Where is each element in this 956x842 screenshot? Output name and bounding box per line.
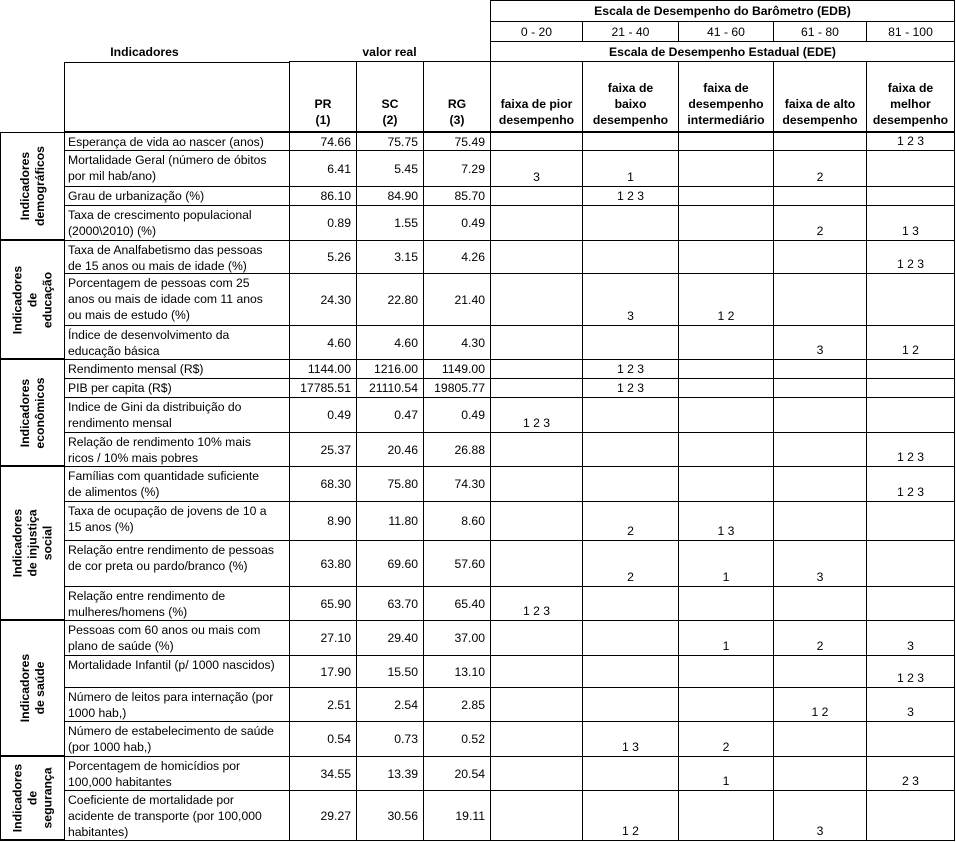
- faixa-cell: [582, 240, 678, 273]
- state-col-header: SC (2): [356, 62, 423, 132]
- edb-range-cell: 0 - 20: [490, 22, 582, 42]
- value-cell-pr: 0.49: [289, 397, 356, 432]
- faixa-header: faixa de alto desempenho: [773, 62, 866, 132]
- value-cell-rg: 19805.77: [423, 378, 490, 397]
- faixa-cell: [490, 501, 582, 540]
- faixa-cell: [773, 655, 866, 687]
- faixa-cell: 1 3: [582, 721, 678, 756]
- indicator-cell: Pessoas com 60 anos ou mais com plano de saúde (%): [64, 620, 289, 655]
- faixa-cell: [490, 378, 582, 397]
- faixa-cell: [773, 721, 866, 756]
- faixa-cell: 1 2: [582, 790, 678, 840]
- value-cell-pr: 1144.00: [289, 359, 356, 378]
- faixa-cell: [678, 325, 773, 359]
- faixa-cell: [773, 397, 866, 432]
- value-cell-sc: 4.60: [356, 325, 423, 359]
- faixa-cell: [678, 790, 773, 840]
- faixa-cell: [490, 205, 582, 240]
- value-cell-rg: 8.60: [423, 501, 490, 540]
- group-label-text: Indicadores de saúde: [17, 653, 47, 723]
- faixa-cell: 1: [678, 620, 773, 655]
- faixa-cell: [773, 273, 866, 325]
- indicator-cell: Indice de Gini da distribuição do rendimento mensal: [64, 397, 289, 432]
- faixa-cell: [582, 325, 678, 359]
- faixa-cell: [866, 501, 955, 540]
- value-cell-sc: 1.55: [356, 205, 423, 240]
- value-cell-pr: 0.89: [289, 205, 356, 240]
- value-cell-rg: 37.00: [423, 620, 490, 655]
- group-label: [0, 240, 64, 359]
- value-cell-rg: 75.49: [423, 132, 490, 150]
- faixa-cell: 3: [773, 325, 866, 359]
- faixa-cell: 1: [582, 150, 678, 186]
- faixa-cell: [678, 466, 773, 501]
- faixa-cell: 2: [773, 620, 866, 655]
- value-cell-sc: 29.40: [356, 620, 423, 655]
- faixa-cell: 3: [773, 540, 866, 586]
- faixa-cell: 1 2: [678, 273, 773, 325]
- value-cell-rg: 7.29: [423, 150, 490, 186]
- value-cell-pr: 65.90: [289, 586, 356, 620]
- faixa-cell: 1 2 3: [582, 378, 678, 397]
- value-cell-pr: 24.30: [289, 273, 356, 325]
- group-label-text: Indicadores demográficos: [17, 146, 47, 226]
- faixa-cell: [582, 586, 678, 620]
- faixa-cell: [866, 540, 955, 586]
- indicator-cell: Relação de rendimento 10% mais ricos / 10% mais pobres: [64, 432, 289, 466]
- edb-title: Escala de Desempenho do Barômetro (EDB): [490, 0, 955, 22]
- value-cell-rg: 85.70: [423, 186, 490, 205]
- faixa-cell: [866, 150, 955, 186]
- faixa-cell: [582, 432, 678, 466]
- group-label-text: Indicadores de segurança: [10, 763, 54, 833]
- value-cell-sc: 0.73: [356, 721, 423, 756]
- faixa-cell: 1 2: [866, 325, 955, 359]
- faixa-cell: 3: [866, 620, 955, 655]
- faixa-cell: [490, 186, 582, 205]
- faixa-cell: 1 3: [866, 205, 955, 240]
- faixa-cell: 2: [582, 540, 678, 586]
- value-cell-pr: 17.90: [289, 655, 356, 687]
- group-label: [0, 359, 64, 466]
- value-cell-pr: 8.90: [289, 501, 356, 540]
- value-cell-rg: 2.85: [423, 687, 490, 721]
- faixa-cell: [866, 378, 955, 397]
- faixa-cell: [490, 655, 582, 687]
- indicator-cell: Taxa de crescimento populacional (2000\2010) (%): [64, 205, 289, 240]
- faixa-cell: 1 2: [773, 687, 866, 721]
- faixa-cell: [490, 466, 582, 501]
- faixa-cell: [773, 756, 866, 790]
- faixa-cell: 3: [866, 687, 955, 721]
- faixa-cell: [773, 501, 866, 540]
- value-cell-pr: 25.37: [289, 432, 356, 466]
- group-label-text: Indicadores de injustiça social: [10, 508, 54, 578]
- value-cell-pr: 34.55: [289, 756, 356, 790]
- faixa-cell: 2: [678, 721, 773, 756]
- value-cell-rg: 0.49: [423, 205, 490, 240]
- faixa-cell: [490, 687, 582, 721]
- faixa-cell: 3: [773, 790, 866, 840]
- indicator-cell: Taxa de ocupação de jovens de 10 a 15 anos (%): [64, 501, 289, 540]
- value-cell-rg: 26.88: [423, 432, 490, 466]
- faixa-cell: 2: [773, 205, 866, 240]
- faixa-cell: 1 2 3: [866, 655, 955, 687]
- faixa-cell: [490, 432, 582, 466]
- value-cell-pr: 27.10: [289, 620, 356, 655]
- faixa-cell: 1 2 3: [866, 132, 955, 150]
- faixa-cell: 1 2 3: [490, 397, 582, 432]
- group-label: [0, 756, 64, 840]
- faixa-cell: 2: [773, 150, 866, 186]
- faixa-cell: [866, 721, 955, 756]
- faixa-cell: [582, 397, 678, 432]
- value-cell-rg: 0.49: [423, 397, 490, 432]
- value-cell-sc: 13.39: [356, 756, 423, 790]
- indicator-cell: Porcentagem de homicídios por 100,000 habitantes: [64, 756, 289, 790]
- indicator-header-blank: [64, 62, 289, 132]
- valor-real-header: valor real: [289, 42, 490, 62]
- value-cell-rg: 74.30: [423, 466, 490, 501]
- faixa-cell: [582, 687, 678, 721]
- indicator-cell: Índice de desenvolvimento da educação básica: [64, 325, 289, 359]
- indicator-cell: Número de estabelecimento de saúde (por 1000 hab,): [64, 721, 289, 756]
- indicator-cell: Coeficiente de mortalidade por acidente de transporte (por 100,000 habitantes): [64, 790, 289, 840]
- indicator-cell: Taxa de Analfabetismo das pessoas de 15 anos ou mais de idade (%): [64, 240, 289, 273]
- faixa-cell: [678, 655, 773, 687]
- group-label-text: Indicadores de educação: [10, 265, 54, 334]
- value-cell-rg: 57.60: [423, 540, 490, 586]
- faixa-cell: [866, 790, 955, 840]
- faixa-cell: 1: [678, 540, 773, 586]
- indicator-cell: Mortalidade Geral (número de óbitos por mil hab/ano): [64, 150, 289, 186]
- value-cell-sc: 30.56: [356, 790, 423, 840]
- value-cell-rg: 1149.00: [423, 359, 490, 378]
- edb-range-cell: 21 - 40: [582, 22, 678, 42]
- faixa-cell: [866, 273, 955, 325]
- value-cell-pr: 2.51: [289, 687, 356, 721]
- value-cell-rg: 13.10: [423, 655, 490, 687]
- indicator-cell: Relação entre rendimento de pessoas de cor preta ou pardo/branco (%): [64, 540, 289, 586]
- faixa-cell: [678, 378, 773, 397]
- faixa-cell: [678, 687, 773, 721]
- faixa-cell: 3: [490, 150, 582, 186]
- value-cell-sc: 0.47: [356, 397, 423, 432]
- value-cell-sc: 75.75: [356, 132, 423, 150]
- faixa-cell: [582, 205, 678, 240]
- group-label: [0, 466, 64, 620]
- value-cell-sc: 63.70: [356, 586, 423, 620]
- faixa-cell: 2: [582, 501, 678, 540]
- faixa-cell: [678, 359, 773, 378]
- faixa-cell: [582, 756, 678, 790]
- faixa-cell: [490, 325, 582, 359]
- indicator-cell: Porcentagem de pessoas com 25 anos ou mais de idade com 11 anos ou mais de estudo (%): [64, 273, 289, 325]
- faixa-cell: [490, 132, 582, 150]
- faixa-cell: [678, 205, 773, 240]
- faixa-cell: 1 2 3: [866, 240, 955, 273]
- value-cell-sc: 11.80: [356, 501, 423, 540]
- faixa-cell: 1: [678, 756, 773, 790]
- ede-title: Escala de Desempenho Estadual (EDE): [490, 42, 955, 62]
- faixa-cell: [582, 466, 678, 501]
- faixa-cell: [773, 132, 866, 150]
- value-cell-pr: 74.66: [289, 132, 356, 150]
- faixa-cell: [866, 359, 955, 378]
- faixa-cell: [490, 620, 582, 655]
- faixa-cell: [678, 186, 773, 205]
- indicator-cell: Esperança de vida ao nascer (anos): [64, 132, 289, 150]
- value-cell-sc: 20.46: [356, 432, 423, 466]
- faixa-cell: [773, 378, 866, 397]
- indicator-cell: Grau de urbanização (%): [64, 186, 289, 205]
- faixa-header: faixa de baixo desempenho: [582, 62, 678, 132]
- faixa-cell: [866, 186, 955, 205]
- value-cell-sc: 5.45: [356, 150, 423, 186]
- value-cell-sc: 2.54: [356, 687, 423, 721]
- faixa-cell: [773, 359, 866, 378]
- faixa-cell: 1 2 3: [582, 359, 678, 378]
- indicator-cell: Relação entre rendimento de mulheres/homens (%): [64, 586, 289, 620]
- value-cell-sc: 3.15: [356, 240, 423, 273]
- group-label-text: Indicadores econômicos: [17, 376, 47, 449]
- faixa-header: faixa de melhor desempenho: [866, 62, 955, 132]
- faixa-cell: [678, 240, 773, 273]
- value-cell-sc: 75.80: [356, 466, 423, 501]
- value-cell-pr: 17785.51: [289, 378, 356, 397]
- value-cell-pr: 63.80: [289, 540, 356, 586]
- faixa-cell: [582, 655, 678, 687]
- indicator-cell: Mortalidade Infantil (p/ 1000 nascidos): [64, 655, 289, 687]
- value-cell-sc: 15.50: [356, 655, 423, 687]
- faixa-cell: [582, 620, 678, 655]
- value-cell-rg: 4.26: [423, 240, 490, 273]
- indicadores-header: Indicadores: [110, 45, 179, 59]
- edb-range-cell: 41 - 60: [678, 22, 773, 42]
- value-cell-pr: 4.60: [289, 325, 356, 359]
- faixa-cell: [773, 186, 866, 205]
- faixa-cell: [678, 432, 773, 466]
- faixa-cell: [678, 397, 773, 432]
- value-cell-sc: 1216.00: [356, 359, 423, 378]
- faixa-cell: 2 3: [866, 756, 955, 790]
- faixa-cell: 1 2 3: [582, 186, 678, 205]
- faixa-cell: [678, 586, 773, 620]
- value-cell-pr: 68.30: [289, 466, 356, 501]
- faixa-cell: [490, 273, 582, 325]
- faixa-cell: 1 2 3: [866, 466, 955, 501]
- state-col-header: RG (3): [423, 62, 490, 132]
- value-cell-sc: 22.80: [356, 273, 423, 325]
- value-cell-pr: 86.10: [289, 186, 356, 205]
- indicator-cell: Número de leitos para internação (por 1000 hab,): [64, 687, 289, 721]
- indicator-cell: PIB per capita (R$): [64, 378, 289, 397]
- value-cell-rg: 19.11: [423, 790, 490, 840]
- faixa-cell: [773, 240, 866, 273]
- faixa-cell: [490, 359, 582, 378]
- faixa-cell: [866, 586, 955, 620]
- faixa-cell: 1 2 3: [866, 432, 955, 466]
- faixa-cell: [678, 132, 773, 150]
- value-cell-rg: 4.30: [423, 325, 490, 359]
- value-cell-rg: 65.40: [423, 586, 490, 620]
- value-cell-pr: 29.27: [289, 790, 356, 840]
- edb-range-cell: 81 - 100: [866, 22, 955, 42]
- table-bottom-border: [0, 840, 955, 841]
- faixa-cell: [490, 790, 582, 840]
- faixa-cell: [773, 466, 866, 501]
- value-cell-pr: 0.54: [289, 721, 356, 756]
- faixa-cell: [490, 540, 582, 586]
- value-cell-rg: 0.52: [423, 721, 490, 756]
- faixa-cell: [490, 721, 582, 756]
- value-cell-pr: 6.41: [289, 150, 356, 186]
- faixa-cell: 1 2 3: [490, 586, 582, 620]
- value-cell-rg: 20.54: [423, 756, 490, 790]
- value-cell-sc: 69.60: [356, 540, 423, 586]
- edb-range-cell: 61 - 80: [773, 22, 866, 42]
- value-cell-sc: 21110.54: [356, 378, 423, 397]
- indicator-cell: Famílias com quantidade suficiente de alimentos (%): [64, 466, 289, 501]
- faixa-cell: [490, 756, 582, 790]
- faixa-cell: [582, 132, 678, 150]
- faixa-header: faixa de pior desempenho: [490, 62, 582, 132]
- faixa-cell: [490, 240, 582, 273]
- faixa-cell: [866, 397, 955, 432]
- state-col-header: PR (1): [289, 62, 356, 132]
- indicator-cell: Rendimento mensal (R$): [64, 359, 289, 378]
- faixa-cell: [773, 586, 866, 620]
- faixa-cell: [773, 432, 866, 466]
- value-cell-sc: 84.90: [356, 186, 423, 205]
- group-label: [0, 132, 64, 240]
- faixa-cell: 1 3: [678, 501, 773, 540]
- faixa-cell: 3: [582, 273, 678, 325]
- faixa-cell: [678, 150, 773, 186]
- value-cell-pr: 5.26: [289, 240, 356, 273]
- value-cell-rg: 21.40: [423, 273, 490, 325]
- group-label: [0, 620, 64, 756]
- faixa-header: faixa de desempenho intermediário: [678, 62, 773, 132]
